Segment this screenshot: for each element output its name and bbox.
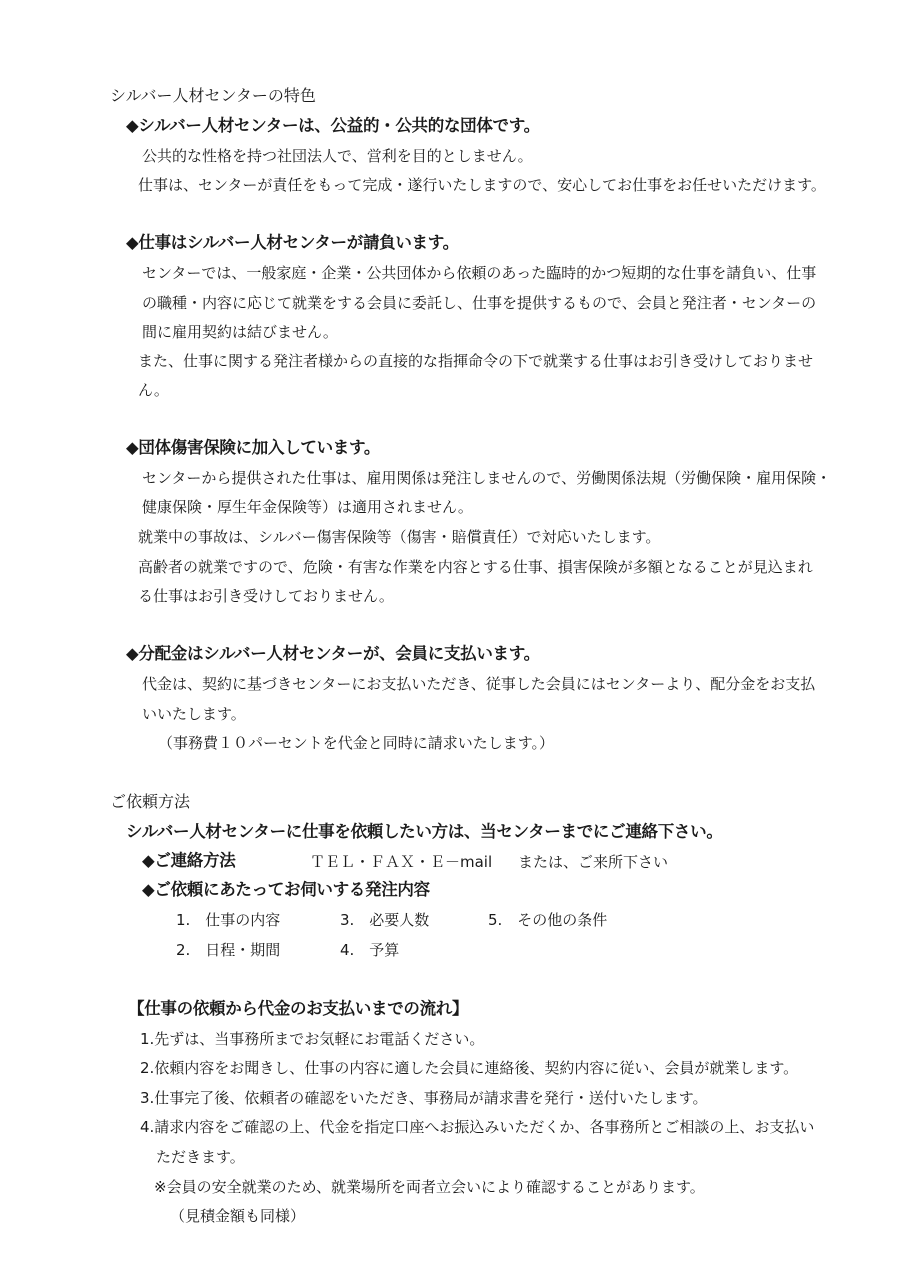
features-title: シルバー人材センターの特色 [110, 86, 316, 105]
contact-method-value: ＴＥＬ・ＦＡＸ・Ｅ－mail [310, 853, 493, 871]
contact-method-visit: または、ご来所下さい [518, 853, 669, 871]
features-text-line: いいたします。 [142, 705, 246, 723]
features-text-line: 高齢者の就業ですので、危険・有害な作業を内容とする仕事、損害保険が多額となることが見込まれ [138, 558, 813, 576]
features-heading-payment: ◆分配金はシルバー人材センターが、会員に支払います。 [126, 644, 540, 663]
features-text-line: センターから提供された仕事は、雇用関係は発注しませんので、労働関係法規（労働保険・雇用保険・ [142, 469, 832, 487]
contact-method-label: ◆ご連絡方法 [142, 851, 236, 870]
features-text-line: また、仕事に関する発注者様からの直接的な指揮命令の下で就業する仕事はお引き受けしておりませ [138, 352, 814, 370]
features-text-line: 間に雇用契約は結びません。 [142, 323, 338, 341]
flow-step: 2.依頼内容をお聞きし、仕事の内容に適した会員に連絡後、契約内容に従い、会員が就業します。 [140, 1059, 799, 1077]
features-heading-public: ◆シルバー人材センターは、公益的・公共的な団体です。 [126, 116, 540, 135]
flow-step: ただきます。 [156, 1148, 245, 1166]
features-text-line: 就業中の事故は、シルバー傷害保険等（傷害・賠償責任）で対応いたします。 [138, 528, 661, 546]
features-text-line: センターでは、一般家庭・企業・公共団体から依頼のあった臨時的かつ短期的な仕事を請負い、仕事 [142, 264, 817, 282]
flow-step: 1.先ずは、当事務所までお気軽にお電話ください。 [140, 1030, 485, 1048]
request-lead: シルバー人材センターに仕事を依頼したい方は、当センターまでにご連絡下さい。 [126, 822, 723, 841]
flow-title: 【仕事の依頼から代金のお支払いまでの流れ】 [128, 999, 469, 1018]
features-text-line: の職種・内容に応じて就業をする会員に委託し、仕事を提供するもので、会員と発注者・センターの [142, 294, 817, 312]
features-text-line: 代金は、契約に基づきセンターにお支払いただき、従事した会員にはセンターより、配分金をお支払 [142, 675, 816, 693]
request-item: 4. 予算 [340, 941, 400, 959]
request-items-label: ◆ご依頼にあたってお伺いする発注内容 [142, 880, 430, 899]
features-text-line: 健康保険・厚生年金保険等）は適用されません。 [142, 498, 473, 516]
flow-step: 4.請求内容をご確認の上、代金を指定口座へお振込みいただくか、各事務所とご相談の上、お支払い [140, 1118, 815, 1136]
features-text-line: （事務費１０パーセントを代金と同時に請求いたします。） [158, 734, 555, 752]
features-text-line: 仕事は、センターが責任をもって完成・遂行いたしますので、安心してお仕事をお任せいただけます。 [138, 176, 826, 194]
request-item: 3. 必要人数 [340, 911, 430, 929]
request-title: ご依頼方法 [110, 792, 191, 811]
request-item: 1. 仕事の内容 [176, 911, 281, 929]
features-text-line: ん。 [138, 381, 169, 399]
request-item: 5. その他の条件 [488, 911, 608, 929]
features-heading-insurance: ◆団体傷害保険に加入しています。 [126, 438, 381, 457]
features-text-line: 公共的な性格を持つ社団法人で、営利を目的としません。 [142, 147, 533, 165]
features-text-line: る仕事はお引き受けしておりません。 [138, 587, 394, 605]
features-heading-contract: ◆仕事はシルバー人材センターが請負います。 [126, 233, 459, 252]
request-item: 2. 日程・期間 [176, 941, 281, 959]
flow-note-estimate: （見積金額も同様） [170, 1207, 306, 1225]
flow-step: 3.仕事完了後、依頼者の確認をいただき、事務局が請求書を発行・送付いたします。 [140, 1089, 708, 1107]
flow-note: ※会員の安全就業のため、就業場所を両者立会いにより確認することがあります。 [154, 1178, 705, 1196]
